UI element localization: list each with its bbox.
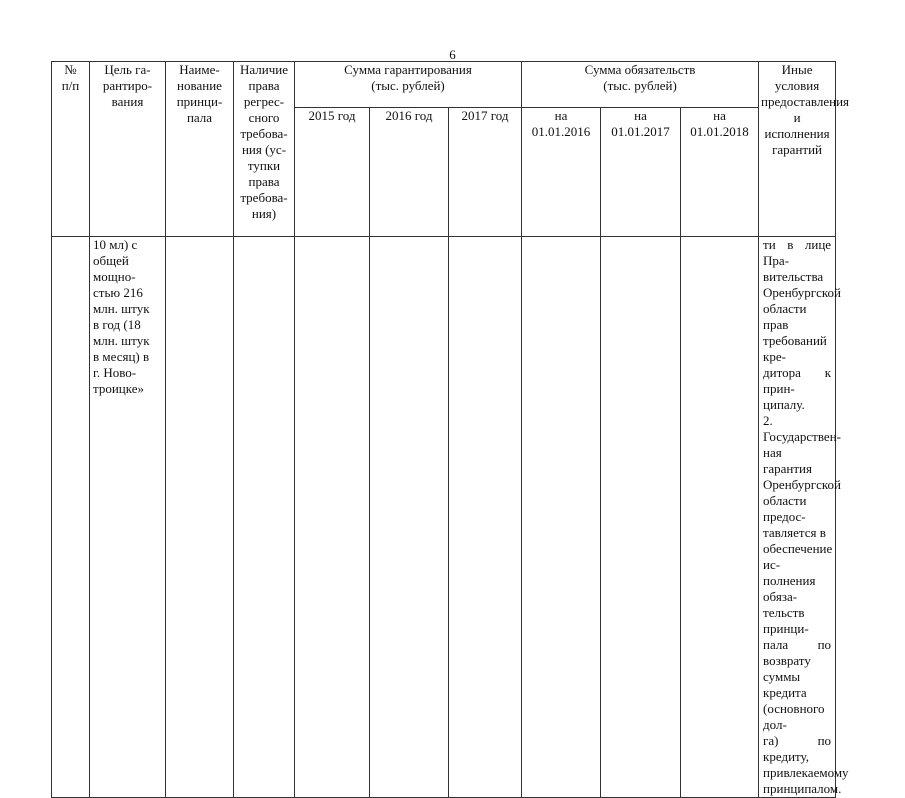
cell-year-2015 bbox=[295, 237, 370, 798]
header-goal: Цель га- рантиро- вания bbox=[90, 62, 166, 237]
header-regress-right: Наличие права регрес- сного требова- ния (ус- тупки права требова- ния) bbox=[234, 62, 295, 237]
header-row-top bbox=[52, 62, 905, 108]
header-principal: Наиме- нование принци- пала bbox=[166, 62, 234, 237]
cell-regress bbox=[234, 237, 295, 798]
cell-date-2018 bbox=[681, 237, 759, 798]
cell-date-2016 bbox=[522, 237, 601, 798]
header-date-2018: на 01.01.2018 bbox=[681, 108, 759, 237]
header-guarantee-sum: Сумма гарантирования (тыс. рублей) bbox=[295, 62, 522, 108]
header-year-2017: 2017 год bbox=[449, 108, 522, 237]
page-number: 6 bbox=[0, 48, 905, 62]
cell-goal: 10 мл) с общей мощно- стью 216 млн. штук в год (18 млн. штук в месяц) в г. Ново- троицке» bbox=[90, 237, 166, 798]
header-date-2017: на 01.01.2017 bbox=[601, 108, 681, 237]
header-other-conditions: Иные условия предоставления и исполнения гарантий bbox=[759, 62, 836, 237]
header-date-2016: на 01.01.2016 bbox=[522, 108, 601, 237]
cell-date-2017 bbox=[601, 237, 681, 798]
cell-year-2017 bbox=[449, 237, 522, 798]
header-year-2015: 2015 год bbox=[295, 108, 370, 237]
guarantees-table bbox=[51, 61, 905, 798]
cell-principal bbox=[166, 237, 234, 798]
header-obligations-sum: Сумма обязательств (тыс. рублей) bbox=[522, 62, 759, 108]
cell-conditions: ти в лице Пра- вительства Оренбургской области прав требований кре- дитора к прин- ципалу. 2. Государствен- ная гарантия Оренбургской области предос- тавляется в обеспечение ис- полнения обяза- тельств принци- пала по возврату суммы кредита (основного дол- га) по кредиту, привлекаемому принципалом. bbox=[759, 237, 836, 798]
table-row bbox=[52, 237, 905, 798]
cell-num bbox=[52, 237, 90, 798]
cell-year-2016 bbox=[370, 237, 449, 798]
header-year-2016: 2016 год bbox=[370, 108, 449, 237]
header-num: № п/п bbox=[52, 62, 90, 237]
